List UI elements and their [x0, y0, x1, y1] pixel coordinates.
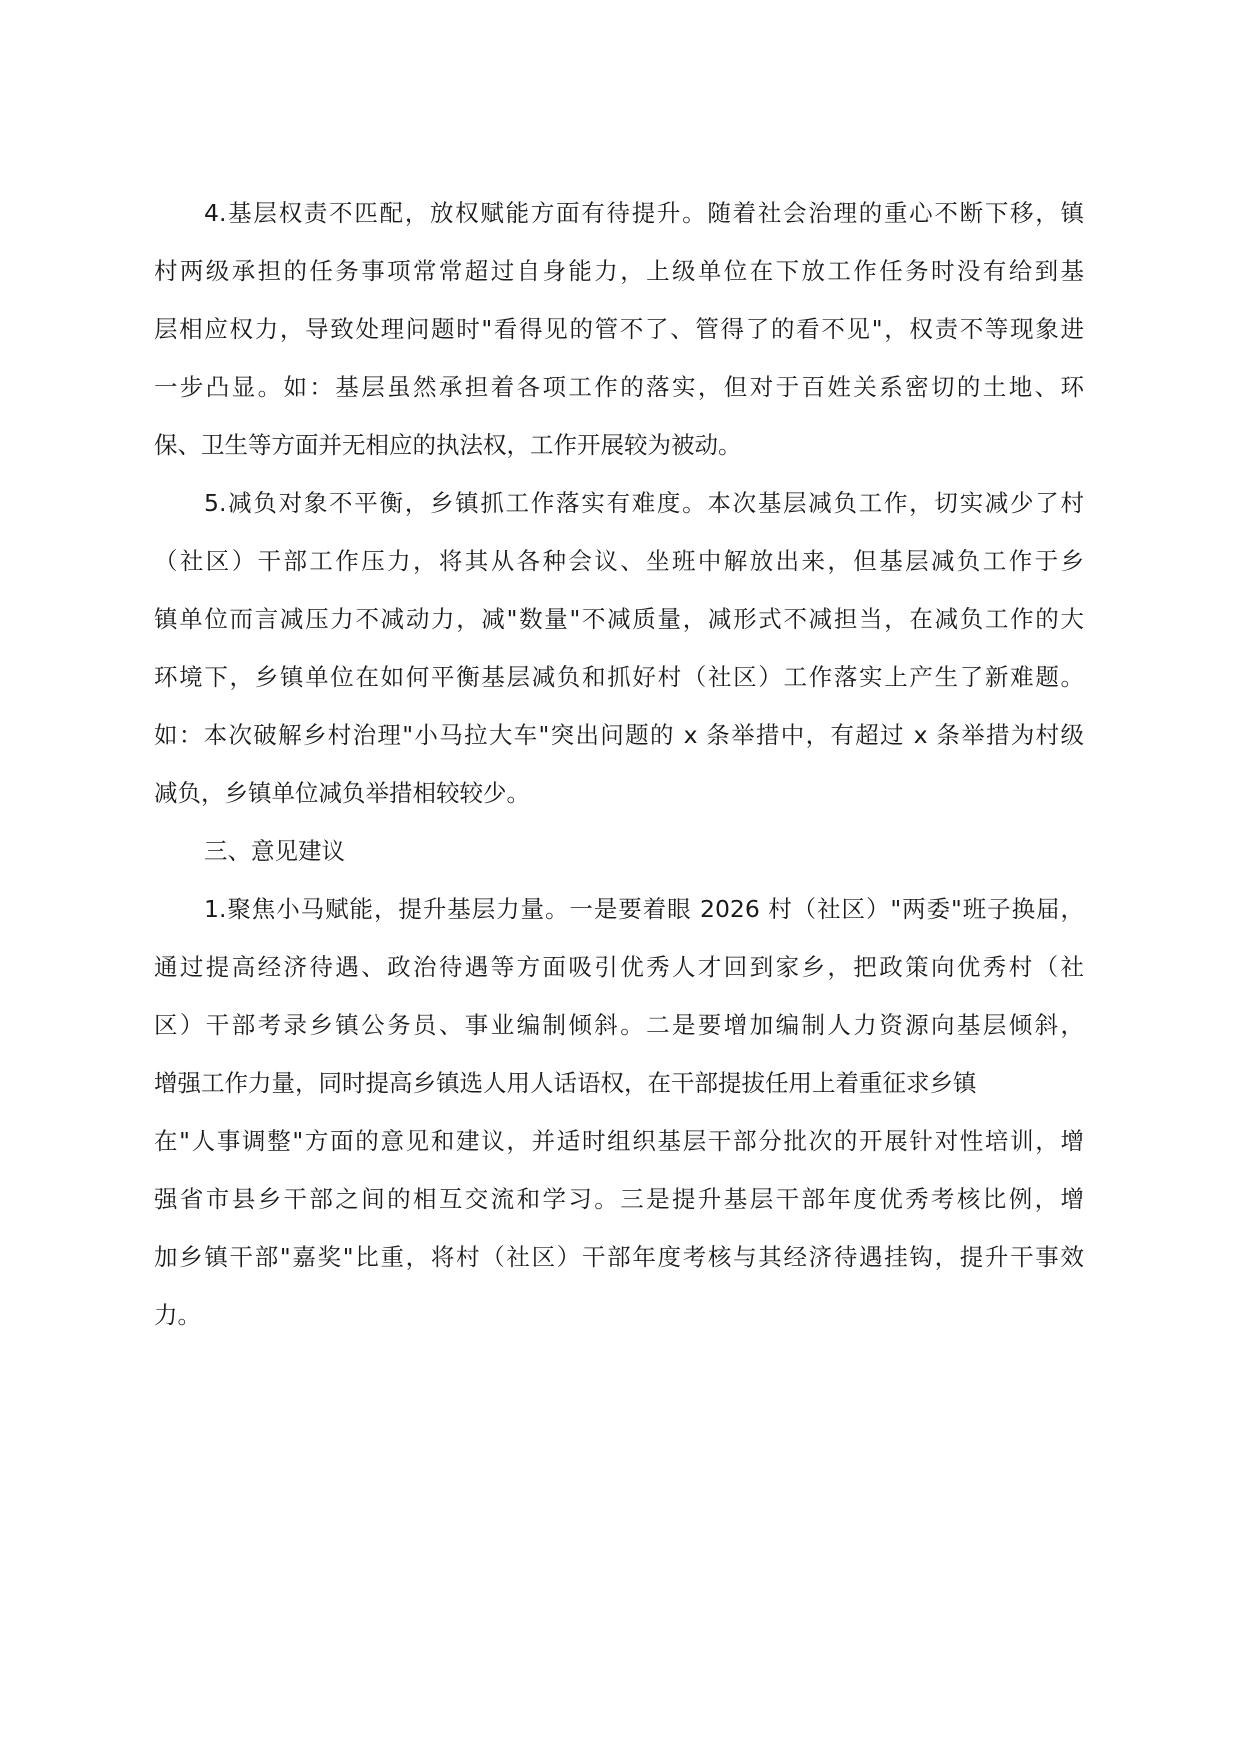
- text-line: 如：本次破解乡村治理"小马拉大车"突出问题的 x 条举措中，有超过 x 条举措为村级: [154, 721, 1084, 749]
- text-line: 一步凸显。如：基层虽然承担着各项工作的落实，但对于百姓关系密切的土地、环: [154, 373, 1084, 401]
- text-line: 镇单位而言减压力不减动力，减"数量"不减质量，减形式不减担当，在减负工作的大: [154, 605, 1084, 633]
- text-line: 保、卫生等方面并无相应的执法权，工作开展较为被动。: [154, 431, 742, 459]
- section-heading: 三、意见建议: [204, 837, 345, 865]
- text-line: 加乡镇干部"嘉奖"比重，将村（社区）干部年度考核与其经济待遇挂钩，提升干事效: [154, 1243, 1084, 1271]
- text-line: 区）干部考录乡镇公务员、事业编制倾斜。二是要增加编制人力资源向基层倾斜，: [154, 1011, 1084, 1039]
- text-line: 4.基层权责不匹配，放权赋能方面有待提升。随着社会治理的重心不断下移，镇: [204, 199, 1084, 227]
- text-line: 减负，乡镇单位减负举措相较较少。: [154, 779, 530, 807]
- text-line: 增强工作力量，同时提高乡镇选人用人话语权，在干部提拔任用上着重征求乡镇: [154, 1069, 977, 1097]
- text-line: 力。: [154, 1301, 201, 1329]
- text-line: 在"人事调整"方面的意见和建议，并适时组织基层干部分批次的开展针对性培训，增: [154, 1127, 1084, 1155]
- text-line: 通过提高经济待遇、政治待遇等方面吸引优秀人才回到家乡，把政策向优秀村（社: [154, 953, 1084, 981]
- text-line: 5.减负对象不平衡，乡镇抓工作落实有难度。本次基层减负工作，切实减少了村: [204, 489, 1084, 517]
- text-line: 1.聚焦小马赋能，提升基层力量。一是要着眼 2026 村（社区）"两委"班子换届，: [204, 895, 1084, 923]
- text-line: 强省市县乡干部之间的相互交流和学习。三是提升基层干部年度优秀考核比例，增: [154, 1185, 1084, 1213]
- text-line: 村两级承担的任务事项常常超过自身能力，上级单位在下放工作任务时没有给到基: [154, 257, 1084, 285]
- text-line: （社区）干部工作压力，将其从各种会议、坐班中解放出来，但基层减负工作于乡: [154, 547, 1084, 575]
- text-line: 层相应权力，导致处理问题时"看得见的管不了、管得了的看不见"，权责不等现象进: [154, 315, 1084, 343]
- text-line: 环境下，乡镇单位在如何平衡基层减负和抓好村（社区）工作落实上产生了新难题。: [154, 663, 1084, 691]
